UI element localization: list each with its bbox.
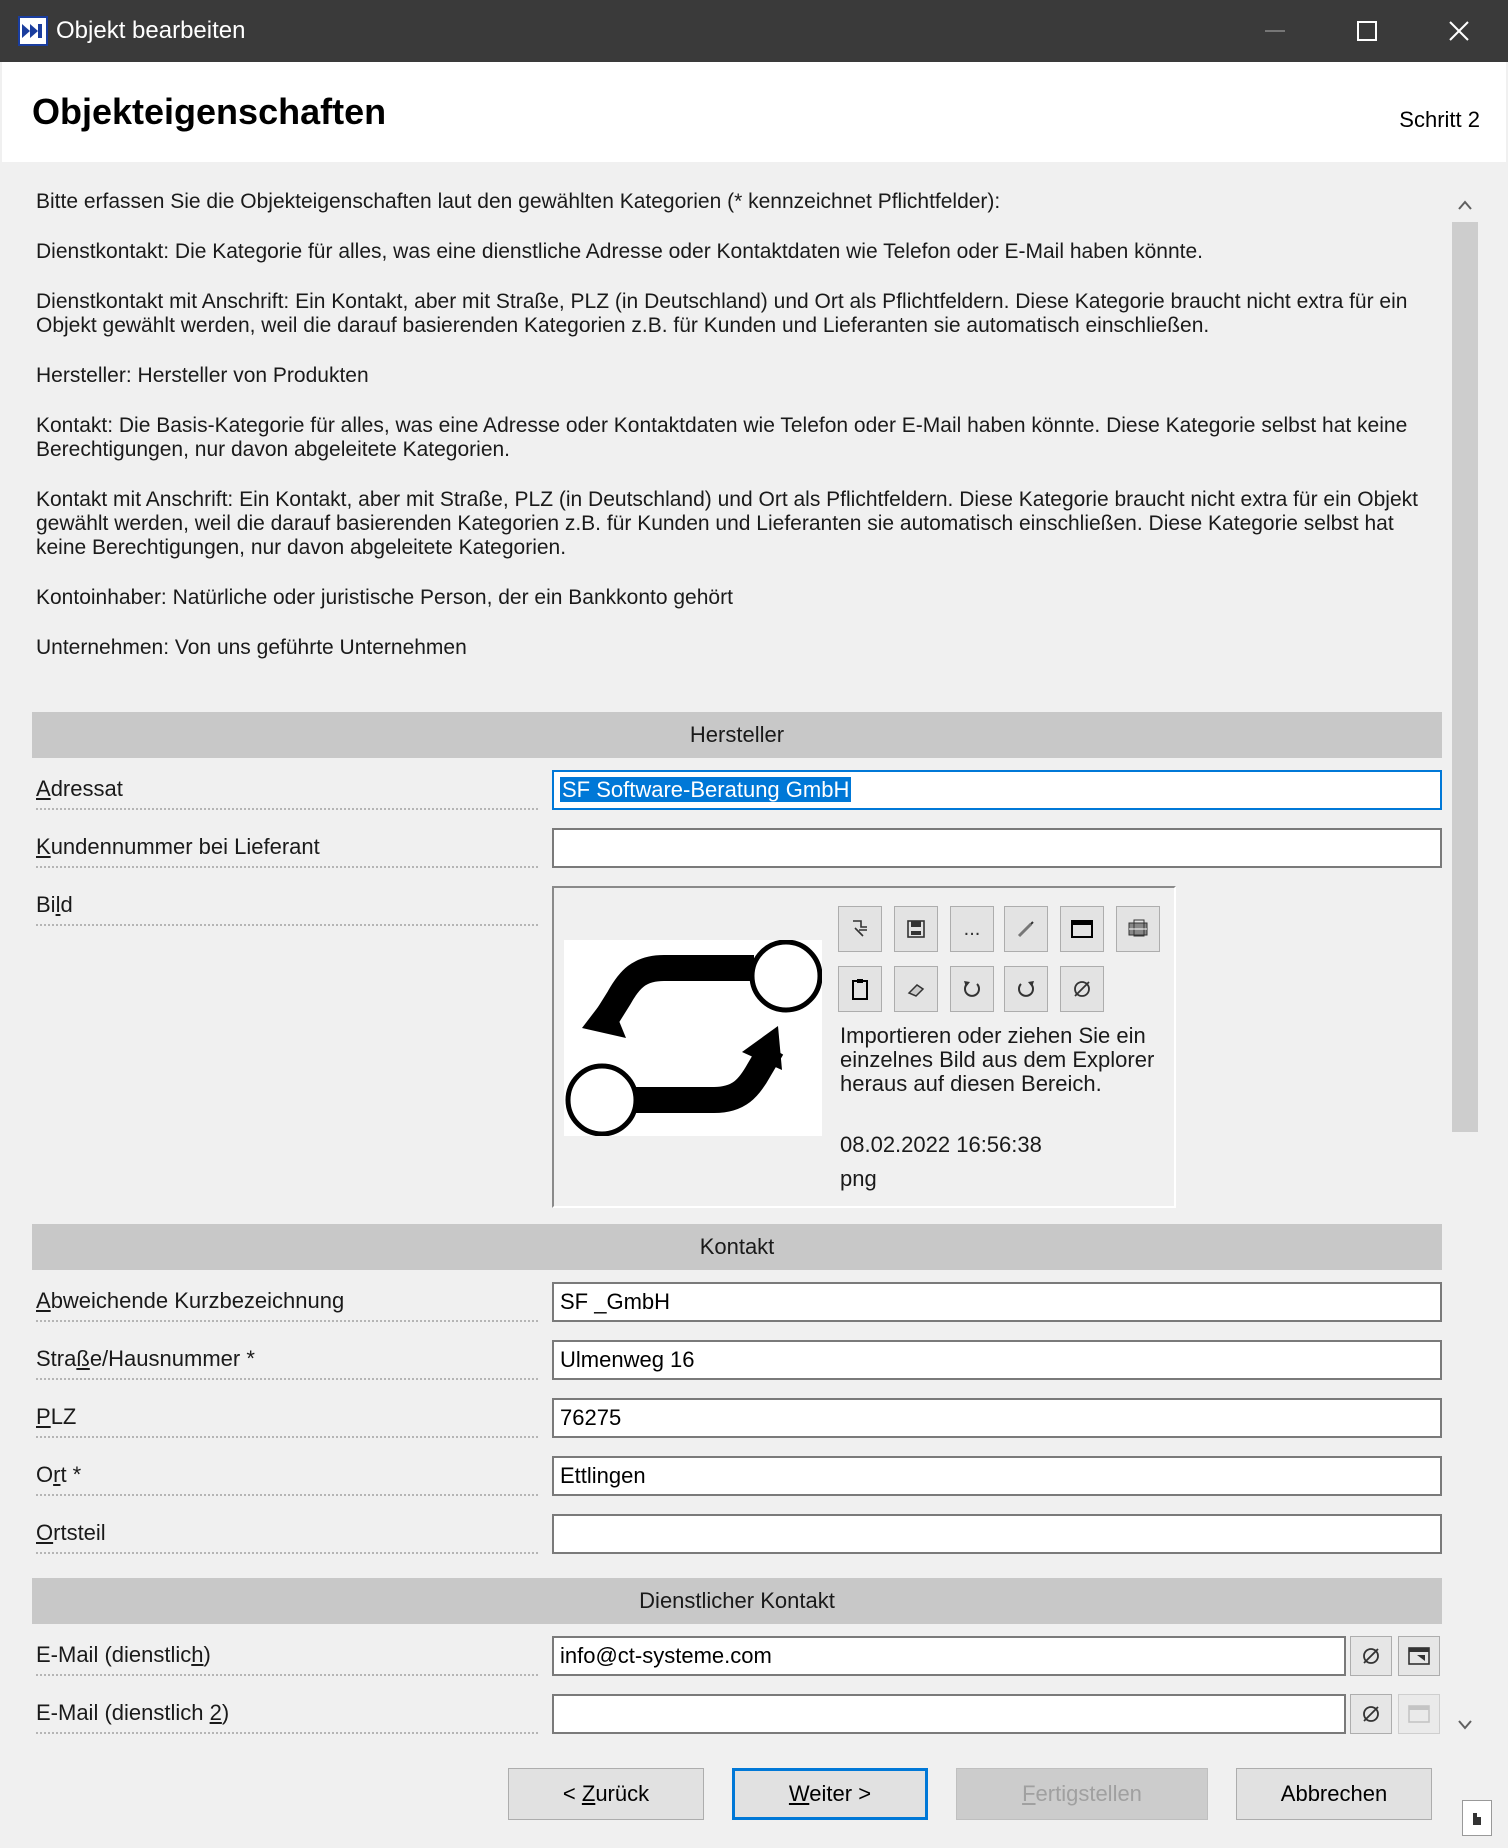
label-ort: Ort *: [36, 1460, 538, 1496]
back-button[interactable]: < Zurück: [508, 1768, 704, 1820]
image-preview: [564, 940, 822, 1136]
plz-input[interactable]: 76275: [552, 1398, 1442, 1438]
scanner-icon: [1126, 918, 1150, 940]
intro-paragraph: Kontakt mit Anschrift: Ein Kontakt, aber mit Straße, PLZ (in Deutschland) und Ort als Pflichtfeldern. Diese Kategorie braucht nicht extra für ein Objekt gewählt werden, weil die darauf basierenden Kategorien z.B. für Kunden und Lieferanten sie automatisch einschließen. Diese Kategorie selbst hat keine Berechtigungen, nur davon abgeleitete Kategorien.: [36, 488, 1418, 559]
maximize-icon: [1356, 20, 1378, 42]
label-email: E-Mail (dienstlich): [36, 1640, 538, 1676]
label-email2: E-Mail (dienstlich 2): [36, 1698, 538, 1734]
kundennummer-input[interactable]: [552, 828, 1442, 868]
image-format: png: [840, 1166, 877, 1191]
save-icon: [905, 918, 927, 940]
rotate-right-icon: [1015, 978, 1037, 1000]
intro-paragraph: Dienstkontakt: Die Kategorie für alles, was eine dienstliche Adresse oder Kontaktdaten wie Telefon oder E-Mail haben könnte.: [36, 240, 1203, 263]
strasse-input[interactable]: Ulmenweg 16: [552, 1340, 1442, 1380]
scroll-up-button[interactable]: [1450, 190, 1480, 220]
label-adressat: Adressat: [36, 774, 538, 810]
edit-image-button[interactable]: [1004, 906, 1048, 952]
save-image-button[interactable]: [894, 906, 938, 952]
rotate-left-icon: [961, 978, 983, 1000]
label-bild: Bild: [36, 890, 538, 926]
section-hersteller: Hersteller: [32, 712, 1442, 758]
minimize-icon: [1264, 20, 1286, 42]
scrollbar-thumb[interactable]: [1452, 222, 1478, 1132]
label-ortsteil: Ortsteil: [36, 1518, 538, 1554]
email-input[interactable]: info@ct-systeme.com: [552, 1636, 1346, 1676]
email-clear-button[interactable]: [1350, 1636, 1392, 1676]
adressat-value: SF Software-Beratung GmbH: [562, 777, 850, 802]
clear-image-button[interactable]: [1060, 966, 1104, 1012]
help-pointer-icon: [1463, 1801, 1491, 1835]
adressat-input[interactable]: [552, 770, 1442, 810]
image-timestamp: 08.02.2022 16:56:38: [840, 1132, 1042, 1157]
email-send-button[interactable]: [1398, 1636, 1440, 1676]
label-kundennummer: Kundennummer bei Lieferant: [36, 832, 538, 868]
ort-input[interactable]: Ettlingen: [552, 1456, 1442, 1496]
scroll-down-button[interactable]: [1450, 1710, 1480, 1740]
intro-paragraph: Kontakt: Die Basis-Kategorie für alles, was eine Adresse oder Kontaktdaten wie Telefon oder E-Mail haben könnte. Diese Kategorie selbst hat keine Berechtigungen, nur davon abgeleitete Kategorien.: [36, 414, 1408, 461]
maximize-button[interactable]: [1322, 0, 1412, 62]
next-button[interactable]: Weiter >: [732, 1768, 928, 1820]
label-plz: PLZ: [36, 1402, 538, 1438]
empty-set-icon: [1360, 1703, 1382, 1725]
section-kontakt: Kontakt: [32, 1224, 1442, 1270]
intro-paragraph: Hersteller: Hersteller von Produkten: [36, 364, 369, 387]
minimize-button[interactable]: [1230, 0, 1320, 62]
empty-set-icon: [1360, 1645, 1382, 1667]
more-options-button[interactable]: ...: [950, 906, 994, 952]
kurzbezeichnung-input[interactable]: SF _GmbH: [552, 1282, 1442, 1322]
intro-paragraph: Unternehmen: Von uns geführte Unternehmen: [36, 636, 467, 659]
intro-paragraph: Dienstkontakt mit Anschrift: Ein Kontakt, aber mit Straße, PLZ (in Deutschland) und Ort als Pflichtfeldern. Diese Kategorie braucht nicht extra für ein Objekt gewählt werden, weil die darauf basierenden Kategorien z.B. für Kunden und Lieferanten sie automatisch einschließen.: [36, 290, 1408, 337]
mail-window-icon: [1407, 1646, 1431, 1666]
sync-arrows-image: [564, 940, 822, 1136]
scan-image-button[interactable]: [1116, 906, 1160, 952]
email2-clear-button[interactable]: [1350, 1694, 1392, 1734]
chevron-up-icon: [1457, 199, 1473, 211]
intro-paragraph: Bitte erfassen Sie die Objekteigenschaften laut den gewählten Kategorien (* kennzeichnet Pflichtfelder):: [36, 190, 1001, 213]
close-icon: [1448, 20, 1470, 42]
import-image-button[interactable]: [838, 906, 882, 952]
rotate-right-button[interactable]: [1004, 966, 1048, 1012]
intro-paragraph: Kontoinhaber: Natürliche oder juristische Person, der ein Bankkonto gehört: [36, 586, 733, 609]
paste-image-button[interactable]: [838, 966, 882, 1012]
import-icon: [849, 918, 871, 940]
resize-grip[interactable]: [1462, 1800, 1492, 1836]
finish-button[interactable]: Fertigstellen: [956, 1768, 1208, 1820]
image-drop-hint: Importieren oder ziehen Sie ein einzelnes Bild aus dem Explorer heraus auf diesen Bereich.: [840, 1023, 1155, 1096]
email2-input[interactable]: [552, 1694, 1346, 1734]
ortsteil-input[interactable]: [552, 1514, 1442, 1554]
window-view-button[interactable]: [1060, 906, 1104, 952]
window-icon: [1070, 918, 1094, 940]
window-title: Objekt bearbeiten: [56, 17, 246, 44]
cancel-button[interactable]: Abbrechen: [1236, 1768, 1432, 1820]
rotate-left-button[interactable]: [950, 966, 994, 1012]
app-icon: [18, 16, 48, 46]
empty-set-icon: [1071, 978, 1093, 1000]
section-dienstlicher-kontakt: Dienstlicher Kontakt: [32, 1578, 1442, 1624]
step-indicator: Schritt 2: [1399, 107, 1480, 132]
mail-window-icon: [1407, 1704, 1431, 1724]
erase-image-button[interactable]: [894, 966, 938, 1012]
label-kurzbezeichnung: Abweichende Kurzbezeichnung: [36, 1286, 538, 1322]
eraser-icon: [905, 978, 927, 1000]
close-button[interactable]: [1414, 0, 1504, 62]
label-strasse: Straße/Hausnummer *: [36, 1344, 538, 1380]
page-title: Objekteigenschaften: [32, 91, 387, 132]
pencil-icon: [1015, 918, 1037, 940]
chevron-down-icon: [1457, 1719, 1473, 1731]
intro-text: [36, 190, 1436, 686]
clipboard-icon: [849, 977, 871, 1001]
email2-send-button[interactable]: [1398, 1694, 1440, 1734]
